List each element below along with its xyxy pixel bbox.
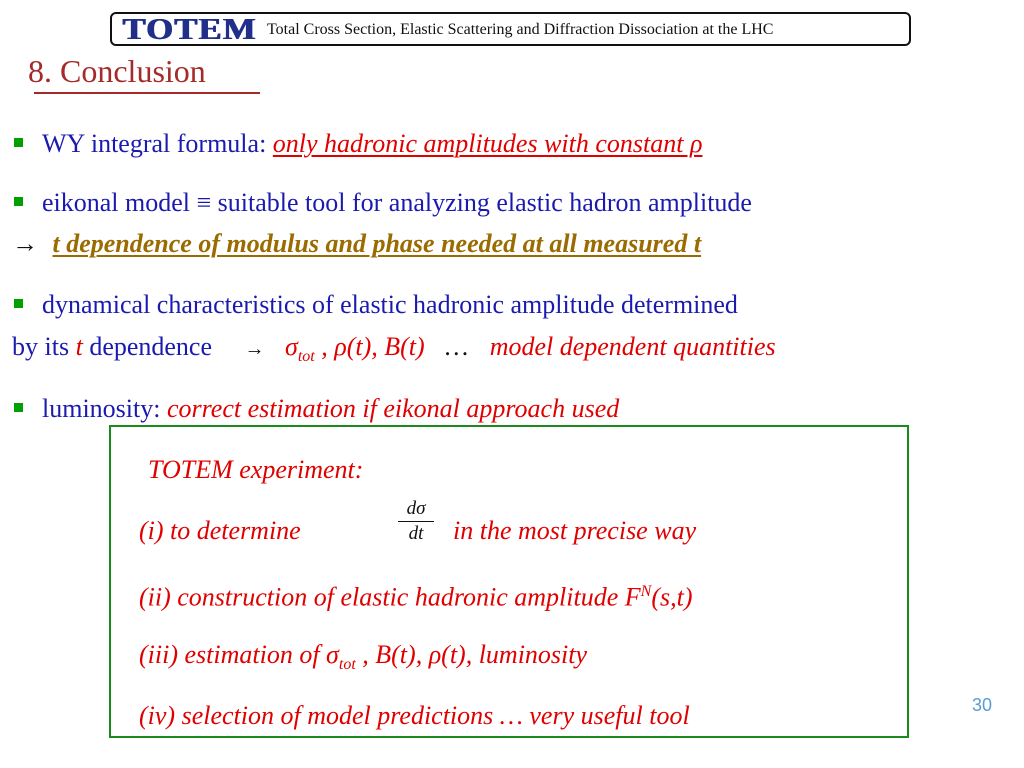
- bullet-emphasis: only hadronic amplitudes with constant ρ: [272, 129, 703, 158]
- bullet-text: eikonal model ≡ suitable tool for analyzing elastic hadron amplitude: [42, 188, 752, 217]
- model-dependent-label: model dependent quantities: [489, 332, 776, 361]
- box-item-i: [139, 516, 301, 546]
- box-item-iv: (iv) selection of model predictions … very useful tool: [139, 701, 690, 730]
- bullet-eikonal-consequence: [12, 229, 701, 259]
- bullet-icon: [14, 299, 23, 308]
- subscript-tot: tot: [297, 348, 315, 366]
- bullet-icon: [14, 138, 23, 147]
- box-item-i-cont: in the most precise way: [453, 516, 697, 545]
- superscript-n: N: [640, 583, 652, 600]
- bullet-emphasis: t dependence of modulus and phase needed at all measured t: [52, 229, 702, 258]
- bullet-luminosity: [42, 394, 619, 424]
- bullet-dynamical-characteristics: [42, 290, 738, 320]
- title-underline: [34, 92, 260, 94]
- bullet-text: by its: [12, 332, 76, 361]
- bullet-eikonal-model: [42, 188, 752, 218]
- item-text: (s,t): [651, 582, 693, 612]
- fraction-denominator: dt: [408, 523, 424, 544]
- fraction-bar: [398, 521, 434, 522]
- quantities-text: , ρ(t), B(t): [314, 332, 425, 361]
- bullet-wy-integral: [42, 129, 702, 159]
- subscript-tot: tot: [338, 656, 356, 674]
- bullet-text: luminosity:: [42, 394, 167, 423]
- bullet-icon: [14, 197, 23, 206]
- bullet-text: WY integral formula:: [42, 129, 273, 158]
- bullet-icon: [14, 403, 23, 412]
- totem-logo: TOTEM: [122, 11, 257, 46]
- box-item-ii: [139, 577, 692, 613]
- bullet-text: dependence: [82, 332, 213, 361]
- ellipsis: …: [443, 332, 470, 361]
- box-heading: TOTEM experiment:: [148, 455, 364, 484]
- item-text: (iii) estimation of σ: [139, 640, 339, 669]
- bullet-emphasis: correct estimation if eikonal approach used: [166, 394, 620, 423]
- sigma-symbol: σ: [285, 332, 298, 361]
- item-text: (ii) construction of elastic hadronic amplitude F: [139, 582, 641, 612]
- header-banner: [110, 12, 911, 46]
- arrow-icon: →: [244, 338, 265, 360]
- item-text: , B(t), ρ(t), luminosity: [355, 640, 588, 669]
- variable-t: t: [75, 332, 83, 361]
- item-text: (i) to determine: [139, 516, 301, 545]
- slide-title: 8. Conclusion: [28, 53, 206, 89]
- sigma-tot: [285, 332, 425, 366]
- page-number: 30: [972, 695, 993, 715]
- arrow-icon: →: [12, 229, 38, 258]
- bullet-text: dynamical characteristics of elastic hadronic amplitude determined: [42, 290, 738, 319]
- box-item-iii: [139, 640, 587, 680]
- bullet-dependence-line: [12, 332, 776, 372]
- dsigma-dt-fraction: [398, 499, 434, 544]
- header-title: Total Cross Section, Elastic Scattering and Diffraction Dissociation at the LHC: [267, 21, 774, 38]
- fraction-numerator: dσ: [406, 498, 426, 519]
